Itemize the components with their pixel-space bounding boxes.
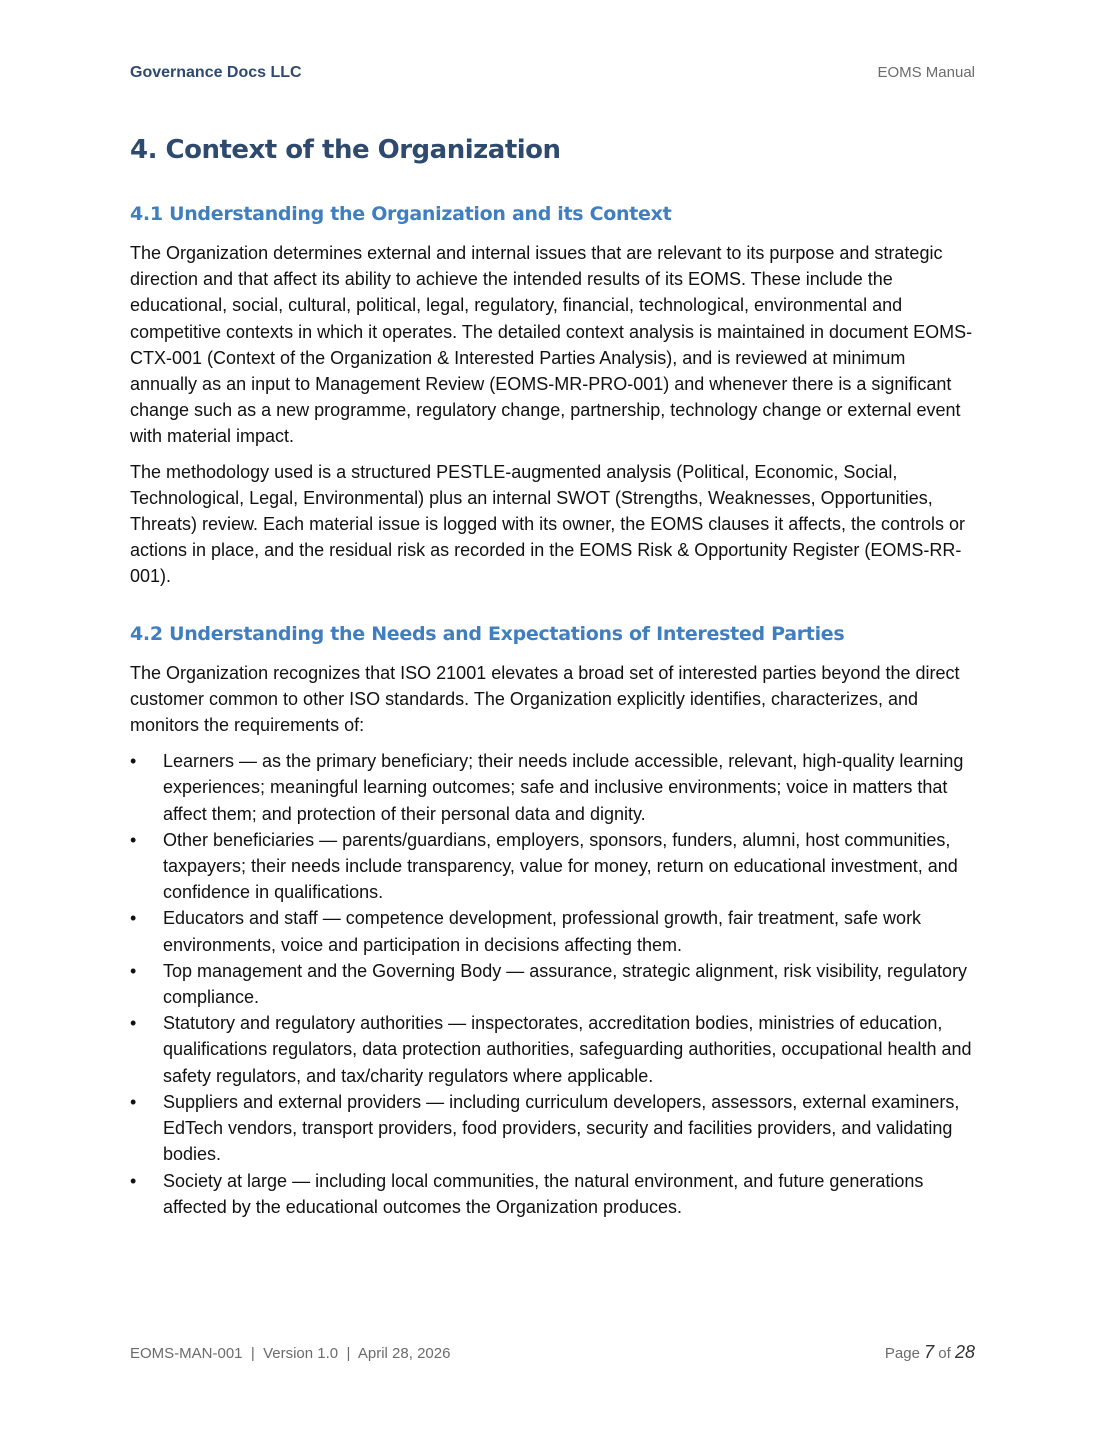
bullet-icon: •	[130, 1013, 137, 1034]
page-current: 7	[924, 1342, 935, 1362]
list-item	[130, 958, 975, 1010]
page-footer	[130, 1342, 975, 1363]
page-prefix: Page	[884, 1345, 925, 1362]
page-title: 4. Context of the Organization	[130, 135, 561, 165]
company-name: Governance Docs LLC	[130, 64, 302, 81]
list-item	[130, 1089, 975, 1168]
list-item-text: Educators and staff — competence development, professional growth, fair treatment, safe work environments, voice and participation in decisions affecting them.	[163, 908, 922, 955]
document-info: EOMS-MAN-001 | Version 1.0 | April 28, 2026	[130, 1345, 451, 1362]
list-item	[130, 1168, 975, 1220]
paragraph: The Organization recognizes that ISO 21001 elevates a broad set of interested parties beyond the direct customer common to other ISO standards. The Organization explicitly identifies, characterizes, and monitors the requirements of:	[130, 662, 960, 736]
list-item-text: Top management and the Governing Body — assurance, strategic alignment, risk visibility, regulatory compliance.	[163, 960, 968, 1008]
paragraph: The methodology used is a structured PESTLE-augmented analysis (Political, Economic, Social, Technological, Legal, Environmental) plus an internal SWOT (Strengths, Weaknesses, Opportunities, Threats) review. Each material issue is logged with its owner, the EOMS clauses it affects, the controls or actions in place, and the residual risk as recorded in the EOMS Risk & Opportunity Register (EOMS-RR-001).	[130, 461, 966, 587]
list-item-text: Statutory and regulatory authorities — inspectorates, accreditation bodies, ministries of education, qualifications regulators, data protection authorities, safeguarding authorities, occupational health and safety regulators, and tax/charity regulators where applicable.	[163, 1013, 972, 1086]
bullet-icon: •	[130, 751, 137, 772]
list-item	[130, 905, 975, 957]
section-heading-4-1: 4.1 Understanding the Organization and its Context	[130, 203, 672, 225]
page-number	[885, 1342, 975, 1363]
list-item-text: Other beneficiaries — parents/guardians, employers, sponsors, funders, alumni, host communities, taxpayers; their needs include transparency, value for money, return on educational investment, and confidence in qualifications.	[163, 829, 958, 903]
bullet-icon: •	[130, 960, 137, 981]
page-of: of	[934, 1345, 955, 1362]
bullet-icon: •	[130, 829, 137, 850]
list-item-text: Society at large — including local communities, the natural environment, and future generations affected by the educational outcomes the Organization produces.	[163, 1170, 924, 1217]
paragraph: The Organization determines external and internal issues that are relevant to its purpose and strategic direction and that affect its ability to achieve the intended results of its EOMS. These include the educational, social, cultural, political, legal, regulatory, financial, technological, environmental and competitive contexts in which it operates. The detailed context analysis is maintained in document EOMS-CTX-001 (Context of the Organization & Interested Parties Analysis), and is reviewed at minimum annually as an input to Management Review (EOMS-MR-PRO-001) and whenever there is a significant change such as a new programme, regulatory change, partnership, technology change or external event with material impact.	[130, 243, 973, 447]
interested-parties-list	[130, 748, 975, 1220]
bullet-icon: •	[130, 1091, 137, 1112]
page-total: 28	[954, 1342, 975, 1362]
list-item-text: Suppliers and external providers — including curriculum developers, assessors, external examiners, EdTech vendors, transport providers, food providers, security and facilities providers, and validating bodies.	[163, 1091, 960, 1165]
bullet-icon: •	[130, 1170, 137, 1191]
bullet-icon: •	[130, 908, 137, 929]
list-item	[130, 1010, 975, 1089]
page-content	[130, 130, 975, 1220]
list-item	[130, 827, 975, 906]
document-label: EOMS Manual	[877, 64, 975, 81]
list-item-text: Learners — as the primary beneficiary; their needs include accessible, relevant, high-quality learning experiences; meaningful learning outcomes; safe and inclusive environments; voice in matters that affect them; and protection of their personal data and dignity.	[163, 751, 964, 824]
page-header	[130, 64, 975, 82]
section-heading-4-2: 4.2 Understanding the Needs and Expectations of Interested Parties	[130, 622, 845, 645]
list-item	[130, 748, 975, 827]
